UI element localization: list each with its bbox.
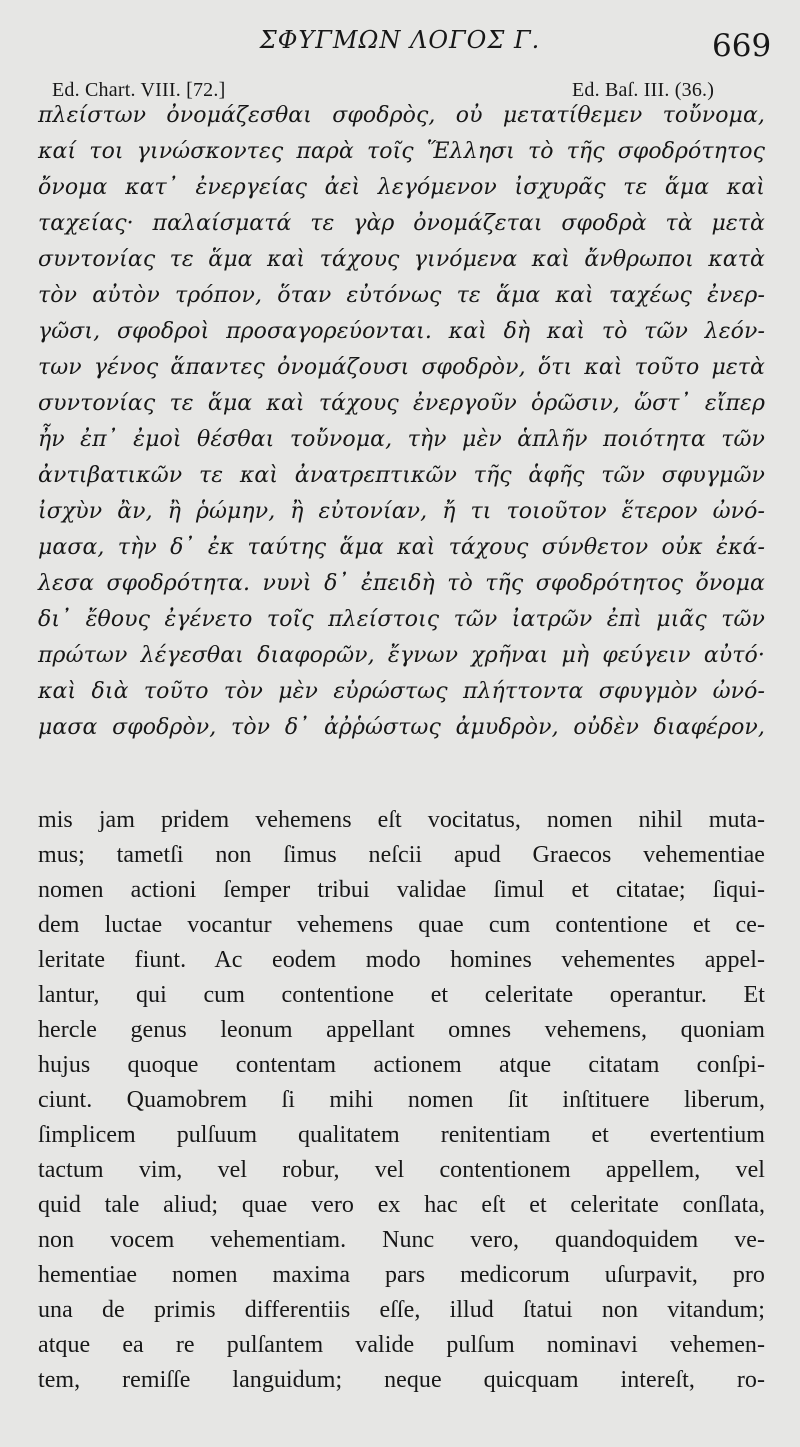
- greek-line: ὄνομα κατ᾽ ἐνεργείας ἀεὶ λεγόμενον ἰσχυρᾶς τε ἅμα καὶ: [38, 175, 765, 200]
- latin-line: quid tale aliud; quae vero ex hac eſt et celeritate conſlata,: [38, 1192, 765, 1218]
- latin-line: hercle genus leonum appellant omnes vehemens, quoniam: [38, 1017, 765, 1043]
- greek-line: γῶσι, σφοδροὶ προσαγορεύονται. καὶ δὴ καὶ τὸ τῶν λεόν-: [38, 319, 765, 344]
- latin-line: lantur, qui cum contentione et celeritate operantur. Et: [38, 982, 765, 1008]
- latin-line: hujus quoque contentam actionem atque citatam conſpi-: [38, 1052, 765, 1078]
- greek-line: μασα σφοδρὸν, τὸν δ᾽ ἀῤῥώστως ἀμυδρὸν, οὐδὲν διαφέρον,: [38, 715, 765, 740]
- greek-line: καί τοι γινώσκοντες παρὰ τοῖς Ἕλλησι τὸ τῆς σφοδρότητος: [38, 139, 765, 164]
- latin-line: tactum vim, vel robur, vel contentionem appellem, vel: [38, 1157, 765, 1183]
- latin-line: non vocem vehementiam. Nunc vero, quandoquidem ve-: [38, 1227, 765, 1253]
- latin-line: mus; tametſi non ſimus neſcii apud Graecos vehementiae: [38, 842, 765, 868]
- latin-line: dem luctae vocantur vehemens quae cum contentione et ce-: [38, 912, 765, 938]
- greek-line: πλείστων ὀνομάζεσθαι σφοδρὸς, οὐ μετατίθεμεν τοὔνομα,: [38, 103, 765, 128]
- latin-line: mis jam pridem vehemens eſt vocitatus, nomen nihil muta-: [38, 807, 765, 833]
- greek-line: λεσα σφοδρότητα. νυνὶ δ᾽ ἐπειδὴ τὸ τῆς σφοδρότητος ὄνομα: [38, 571, 765, 596]
- greek-line: μασα, τὴν δ᾽ ἐκ ταύτης ἅμα καὶ τάχους σύνθετον οὐκ ἐκά-: [38, 535, 765, 560]
- greek-line: ταχείας· παλαίσματά τε γὰρ ὀνομάζεται σφοδρὰ τὰ μετὰ: [38, 211, 765, 236]
- greek-line: καὶ διὰ τοῦτο τὸν μὲν εὐρώστως πλήττοντα σφυγμὸν ὠνό-: [38, 679, 765, 704]
- greek-line: δι᾽ ἔθους ἐγένετο τοῖς πλείστοις τῶν ἰατρῶν ἐπὶ μιᾶς τῶν: [38, 607, 765, 632]
- latin-line: atque ea re pulſantem valide pulſum nominavi vehemen-: [38, 1332, 765, 1358]
- running-header-title: ΣΦΥΓΜΩΝ ΛΟΓΟΣ Γ.: [259, 26, 541, 54]
- greek-line: πρώτων λέγεσθαι διαφορῶν, ἔγνων χρῆναι μὴ φεύγειν αὐτό·: [38, 643, 765, 668]
- greek-line: ἰσχὺν ἂν, ἢ ῥώμην, ἢ εὐτονίαν, ἤ τι τοιοῦτον ἕτερον ὠνό-: [38, 499, 765, 524]
- greek-line: συντονίας τε ἅμα καὶ τάχους ἐνεργοῦν ὁρῶσιν, ὥστ᾽ εἴπερ: [38, 391, 765, 416]
- edition-reference-left: Ed. Chart. VIII. [72.]: [52, 79, 226, 101]
- latin-line: una de primis differentiis eſſe, illud ſtatui non vitandum;: [38, 1297, 765, 1323]
- greek-line: των γένος ἅπαντες ὀνομάζουσι σφοδρὸν, ὅτι καὶ τοῦτο μετὰ: [38, 355, 765, 380]
- page-number: 669: [712, 28, 772, 64]
- latin-line: tem, remiſſe languidum; neque quicquam intereſt, ro-: [38, 1367, 765, 1393]
- greek-line: τὸν αὐτὸν τρόπον, ὅταν εὐτόνως τε ἅμα καὶ ταχέως ἐνερ-: [38, 283, 765, 308]
- greek-line: ἀντιβατικῶν τε καὶ ἀνατρεπτικῶν τῆς ἁφῆς τῶν σφυγμῶν: [38, 463, 765, 488]
- latin-line: ciunt. Quamobrem ſi mihi nomen ſit inſtituere liberum,: [38, 1087, 765, 1113]
- latin-line: hementiae nomen maxima pars medicorum uſurpavit, pro: [38, 1262, 765, 1288]
- edition-reference-right: Ed. Baſ. III. (36.): [572, 79, 715, 101]
- latin-line: ſimplicem pulſuum qualitatem renitentiam et evertentium: [38, 1122, 765, 1148]
- latin-line: leritate fiunt. Ac eodem modo homines vehementes appel-: [38, 947, 765, 973]
- greek-line: συντονίας τε ἅμα καὶ τάχους γινόμενα καὶ ἄνθρωποι κατὰ: [38, 247, 765, 272]
- greek-line: ἦν ἐπ᾽ ἐμοὶ θέσθαι τοὔνομα, τὴν μὲν ἁπλῆν ποιότητα τῶν: [38, 427, 765, 452]
- latin-line: nomen actioni ſemper tribui validae ſimul et citatae; ſiqui-: [38, 877, 765, 903]
